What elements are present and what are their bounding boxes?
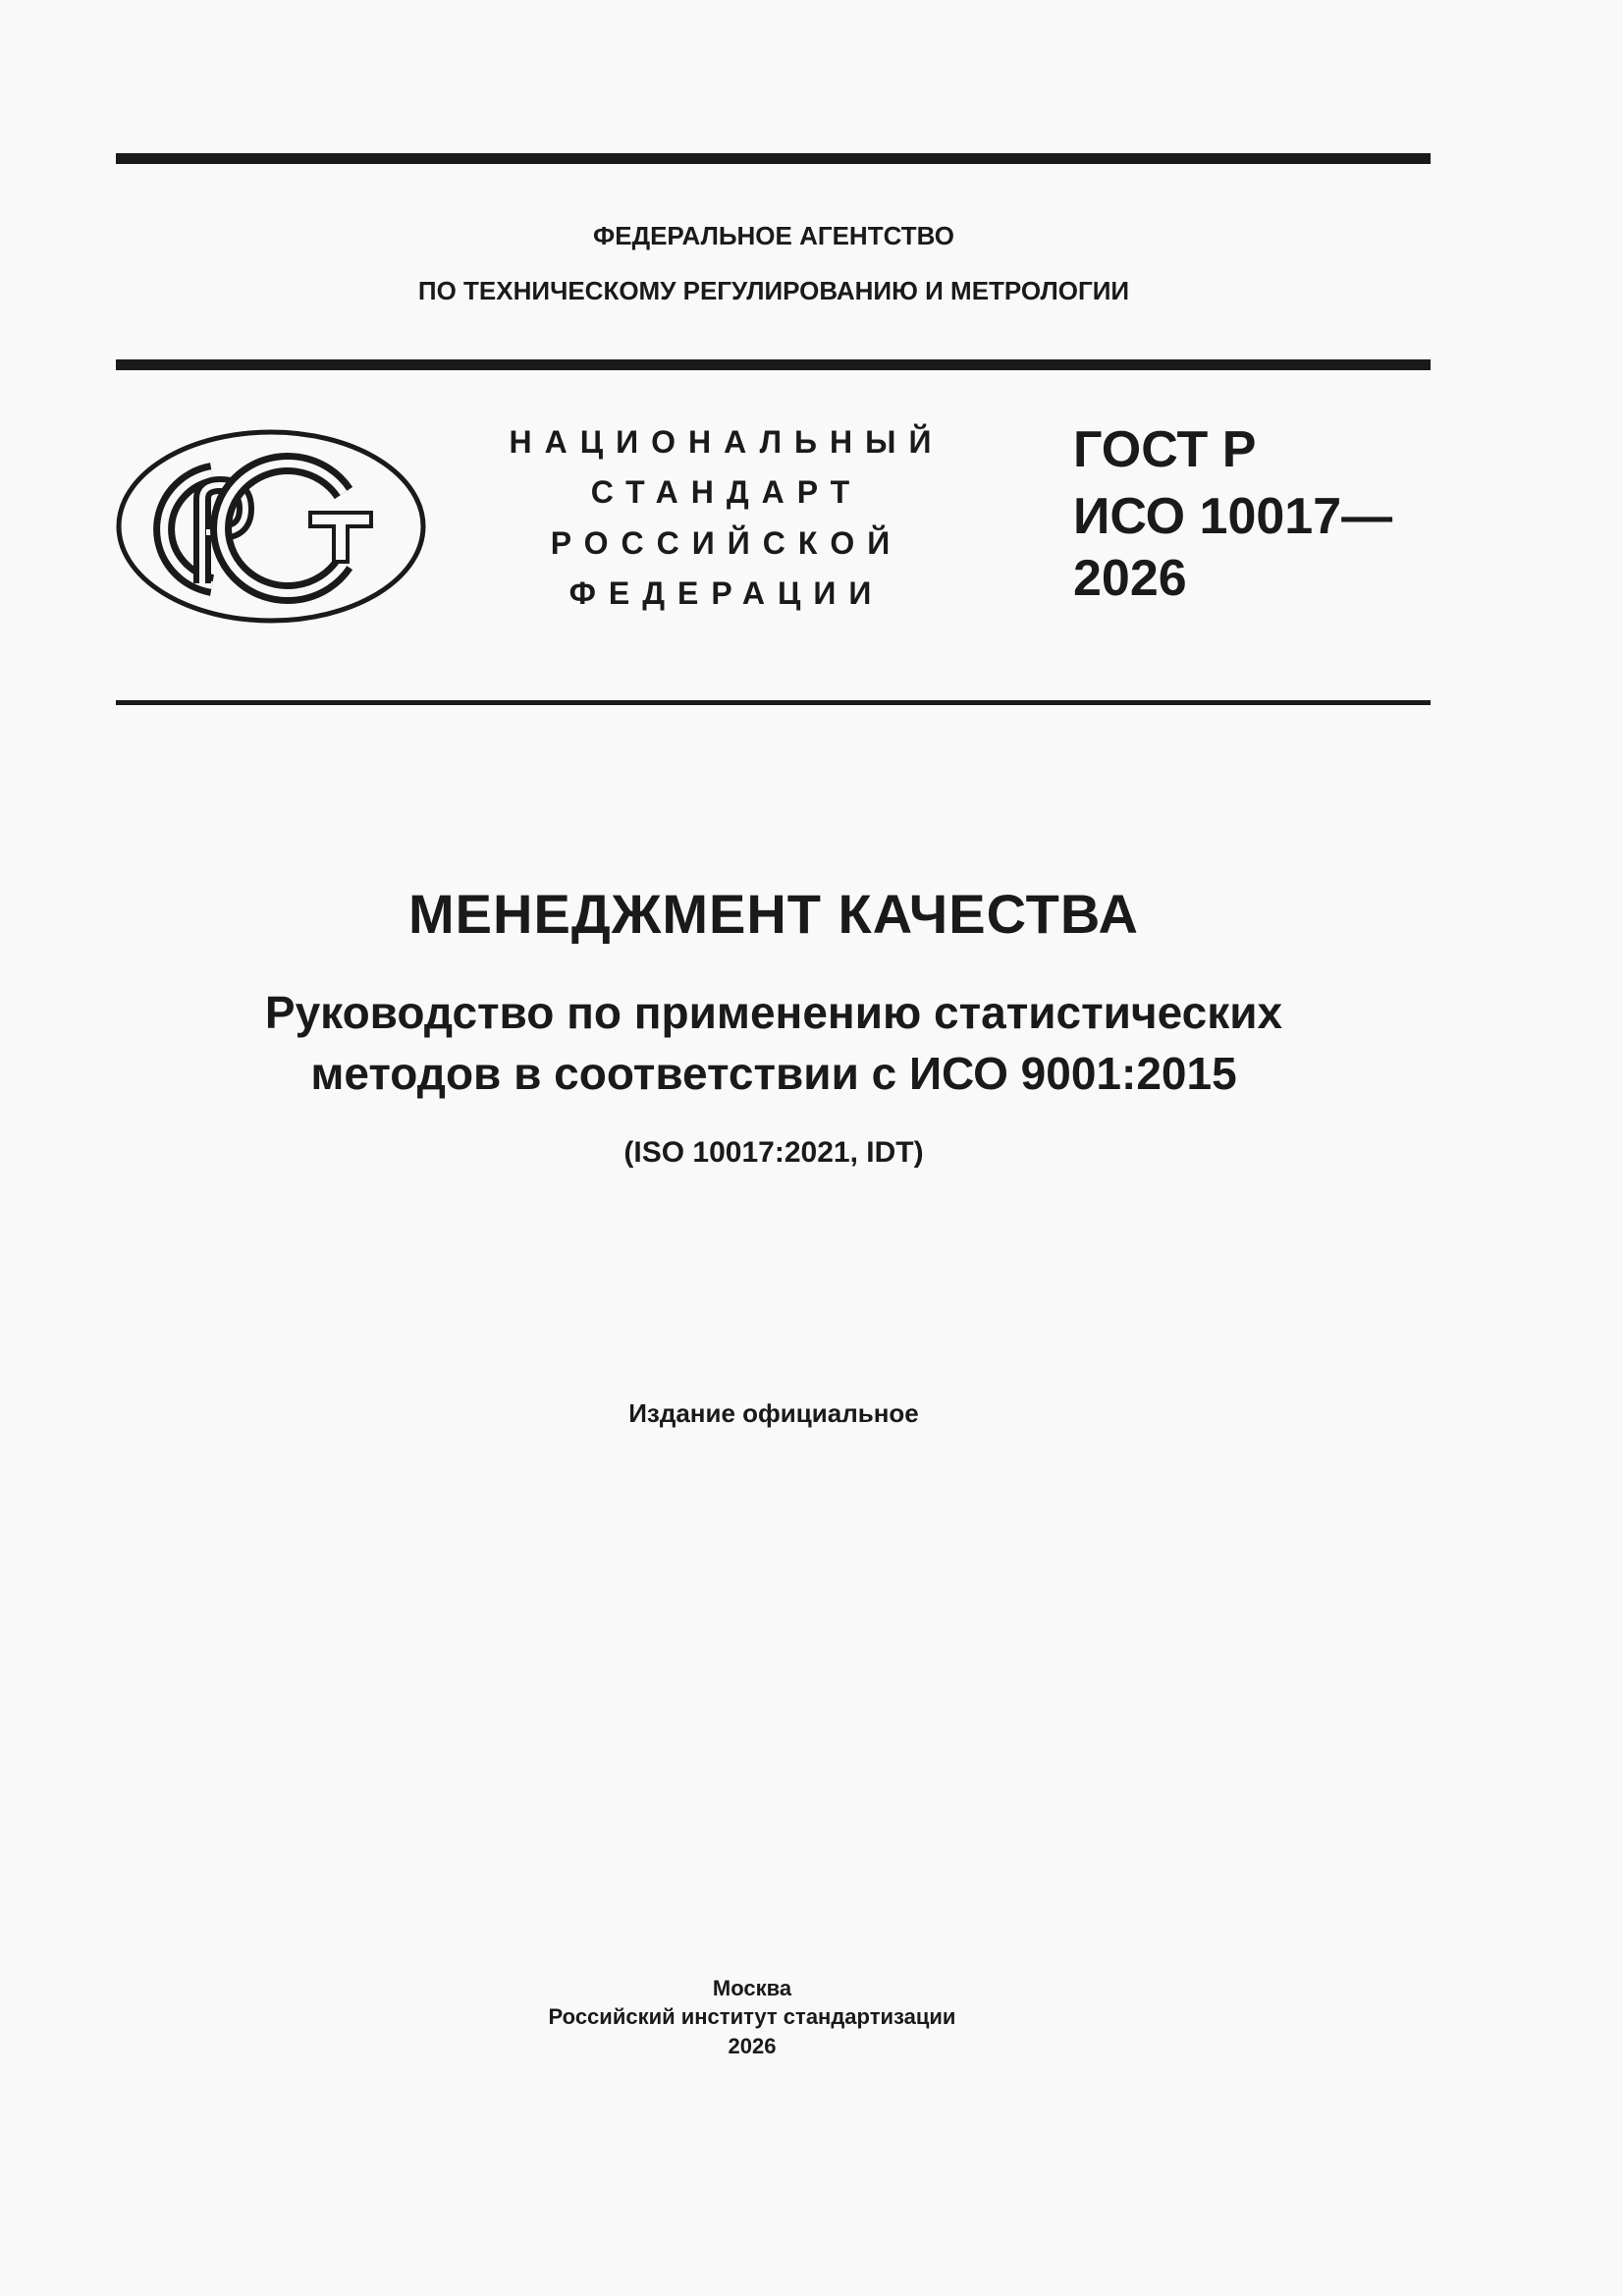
imprint-city: Москва bbox=[712, 1976, 792, 2000]
iso-reference: (ISO 10017:2021, IDT) bbox=[623, 1136, 924, 1169]
standard-designation-line1: ГОСТ Р bbox=[1073, 421, 1257, 478]
national-standard-line1: НАЦИОНАЛЬНЫЙ bbox=[509, 424, 945, 460]
document-title: МЕНЕДЖМЕНТ КАЧЕСТВА bbox=[408, 883, 1139, 945]
national-standard-line2: СТАНДАРТ bbox=[590, 474, 863, 510]
national-standard-line3: РОССИЙСКОЙ bbox=[550, 525, 903, 561]
imprint-year: 2026 bbox=[728, 2034, 777, 2058]
top-rule bbox=[116, 153, 1431, 164]
bottom-rule bbox=[116, 700, 1431, 705]
standard-designation-year: 2026 bbox=[1073, 550, 1187, 607]
document-subtitle-line2: методов в соответствии с ИСО 9001:2015 bbox=[310, 1048, 1237, 1099]
agency-name-line1: ФЕДЕРАЛЬНОЕ АГЕНТСТВО bbox=[593, 221, 954, 250]
edition-label: Издание официальное bbox=[628, 1398, 919, 1428]
document-subtitle-line1: Руководство по применению статистических bbox=[264, 987, 1283, 1038]
national-standard-line4: ФЕДЕРАЦИИ bbox=[568, 575, 885, 611]
middle-rule bbox=[116, 359, 1431, 370]
imprint-publisher: Российский институт стандартизации bbox=[548, 2004, 956, 2029]
rst-certification-mark-icon bbox=[116, 428, 426, 625]
standard-designation-line2: ИСО 10017— bbox=[1073, 488, 1393, 545]
agency-name-line2: ПО ТЕХНИЧЕСКОМУ РЕГУЛИРОВАНИЮ И МЕТРОЛОГИИ bbox=[417, 276, 1130, 305]
